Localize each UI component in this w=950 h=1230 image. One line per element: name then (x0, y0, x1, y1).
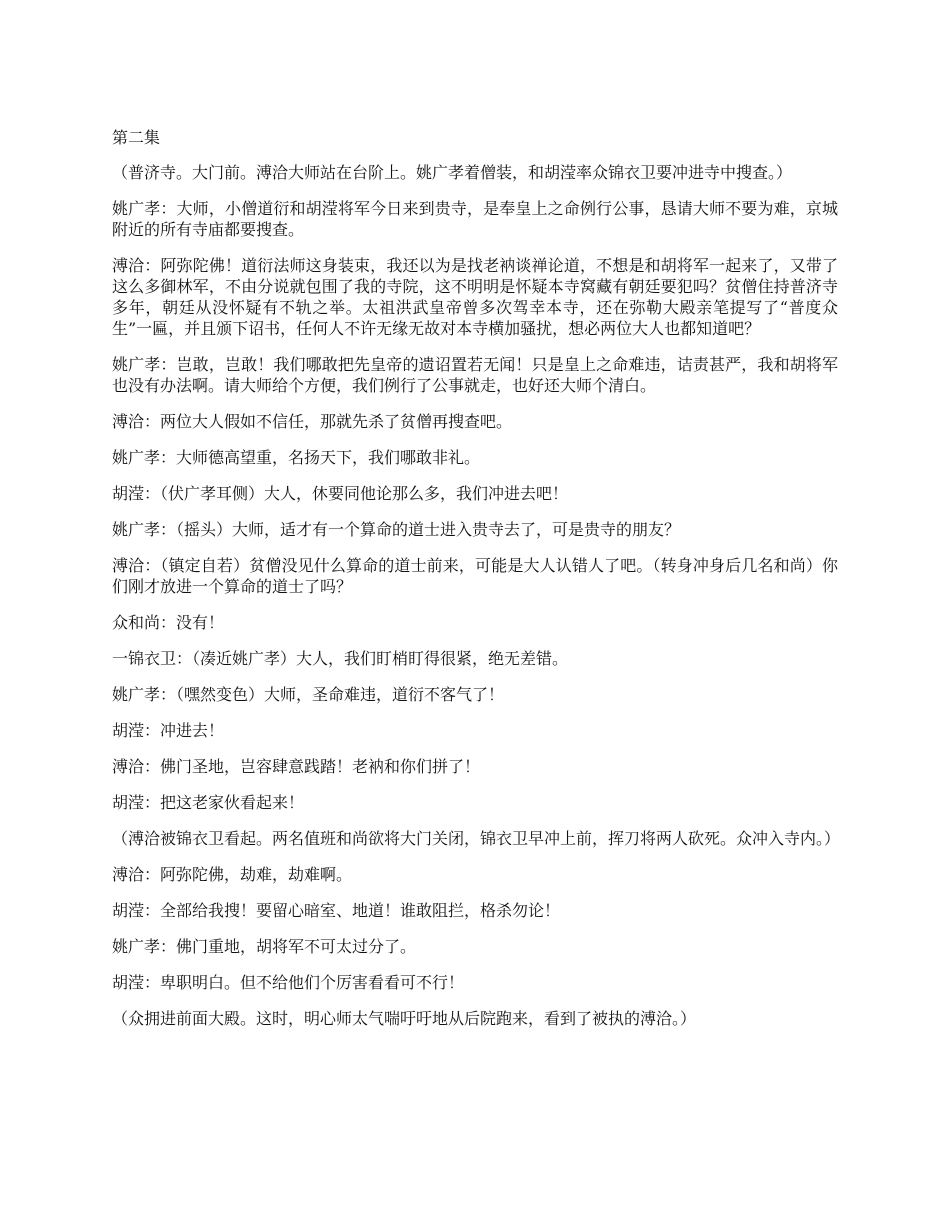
speaker-name: 姚广孝： (112, 520, 177, 539)
speaker-name: 胡滢： (112, 721, 161, 740)
script-body (112, 162, 841, 1029)
dialogue-line (112, 936, 838, 957)
line-text: （众拥进前面大殿。这时，明心师太气喘吁吁地从后院跑来，看到了被执的溥洽。） (112, 1009, 697, 1028)
line-text: 没有！ (176, 613, 225, 632)
stage-direction (112, 828, 841, 849)
script-page (112, 127, 841, 1044)
line-text: 大师德高望重，名扬天下，我们哪敢非礼。 (176, 448, 481, 467)
line-text: （凑近姚广孝）大人，我们盯梢盯得很紧，绝无差错。 (192, 649, 569, 668)
dialogue-line (112, 198, 838, 240)
stage-direction (112, 162, 838, 183)
speaker-name: 溥洽： (112, 757, 161, 776)
line-text: 岂敢，岂敢！我们哪敢把先皇帝的遗诏置若无闻！只是皇上之命难违，诘责甚严，我和胡将军也没有办法啊。请大师给个方便，我们例行了公事就走，也好还大师个清白。 (112, 355, 838, 395)
speaker-name: 姚广孝： (112, 937, 177, 956)
dialogue-line (112, 684, 838, 705)
speaker-name: 姚广孝： (112, 685, 177, 704)
line-text: 阿弥陀佛！道衍法师这身装束，我还以为是找老衲谈禅论道，不想是和胡将军一起来了，又带了这么多御林军，不由分说就包围了我的寺院，这不明明是怀疑本寺窝藏有朝廷要犯吗？贫僧住持普济寺多年，朝廷从没怀疑有不轨之举。太祖洪武皇帝曾多次驾幸本寺，还在弥勒大殿亲笔提写了“普度众生”一匾，并且颁下诏书，任何人不许无缘无故对本寺横加骚扰，想必两位大人也都知道吧？ (112, 256, 838, 338)
line-text: （溥洽被锦衣卫看起。两名值班和尚欲将大门关闭，锦衣卫早冲上前，挥刀将两人砍死。众冲入寺内。） (112, 829, 841, 848)
dialogue-line (112, 519, 838, 540)
dialogue-line (112, 555, 838, 597)
dialogue-line (112, 756, 838, 777)
line-text: 全部给我搜！要留心暗室、地道！谁敢阻拦，格杀勿论！ (160, 901, 561, 920)
line-text: 把这老家伙看起来！ (160, 793, 305, 812)
stage-direction (112, 1008, 838, 1029)
dialogue-line (112, 972, 838, 993)
speaker-name: 一锦衣卫： (112, 649, 193, 668)
speaker-name: 溥洽： (112, 412, 161, 431)
line-text: 大师，小僧道衍和胡滢将军今日来到贵寺，是奉皇上之命例行公事，恳请大师不要为难，京城附近的所有寺庙都要搜查。 (112, 199, 838, 239)
dialogue-line (112, 255, 838, 339)
dialogue-line (112, 447, 838, 468)
line-text: 佛门重地，胡将军不可太过分了。 (176, 937, 417, 956)
speaker-name: 溥洽： (112, 865, 161, 884)
dialogue-line (112, 792, 838, 813)
line-text: 卑职明白。但不给他们个厉害看看可不行！ (160, 973, 465, 992)
line-text: 两位大人假如不信任，那就先杀了贫僧再搜查吧。 (160, 412, 513, 431)
speaker-name: 胡滢： (112, 793, 161, 812)
line-text: 阿弥陀佛，劫难，劫难啊。 (160, 865, 353, 884)
line-text: （摇头）大师，适才有一个算命的道士进入贵寺去了，可是贵寺的朋友？ (176, 520, 681, 539)
dialogue-line (112, 720, 838, 741)
speaker-name: 胡滢： (112, 484, 161, 503)
episode-title: 第二集 (112, 128, 161, 147)
line-text: 冲进去！ (160, 721, 225, 740)
dialogue-line (112, 411, 838, 432)
line-text: 佛门圣地，岂容肆意践踏！老衲和你们拼了！ (160, 757, 481, 776)
dialogue-line (112, 864, 838, 885)
dialogue-line (112, 354, 838, 396)
speaker-name: 姚广孝： (112, 355, 177, 374)
speaker-name: 姚广孝： (112, 199, 177, 218)
line-text: （普济寺。大门前。溥洽大师站在台阶上。姚广孝着僧装，和胡滢率众锦衣卫要冲进寺中搜查。） (112, 163, 793, 182)
dialogue-line (112, 483, 838, 504)
line-text: （伏广孝耳侧）大人，休要同他论那么多，我们冲进去吧！ (160, 484, 569, 503)
dialogue-line (112, 612, 838, 633)
dialogue-line (112, 648, 838, 669)
speaker-name: 胡滢： (112, 973, 161, 992)
line-text: （嘿然变色）大师，圣命难违，道衍不客气了！ (176, 685, 505, 704)
speaker-name: 溥洽： (112, 556, 161, 575)
line-text: （镇定自若）贫僧没见什么算命的道士前来，可能是大人认错人了吧。（转身冲身后几名和尚）你们刚才放进一个算命的道士了吗？ (112, 556, 838, 596)
speaker-name: 众和尚： (112, 613, 177, 632)
dialogue-line (112, 900, 838, 921)
speaker-name: 姚广孝： (112, 448, 177, 467)
speaker-name: 溥洽： (112, 256, 161, 275)
speaker-name: 胡滢： (112, 901, 161, 920)
